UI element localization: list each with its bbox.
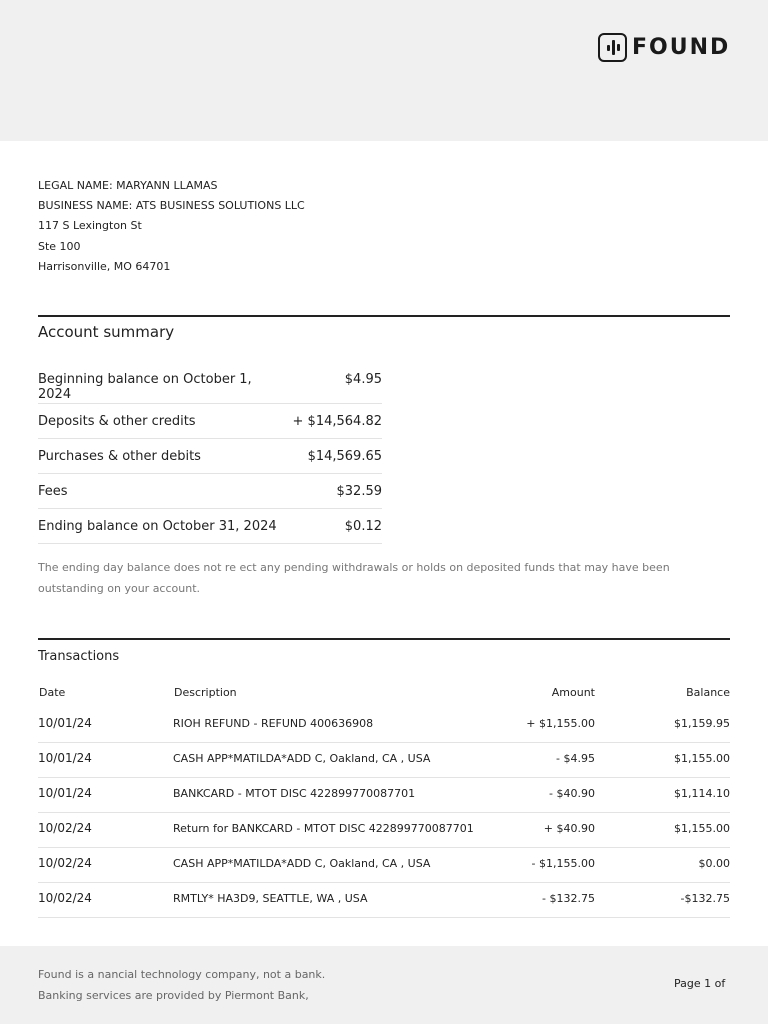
header-band [0,0,768,141]
tx-amount: - $132.75 [542,892,595,905]
col-header-amount: Amount [551,686,595,699]
summary-value: + $14,564.82 [292,414,382,429]
tx-amount: + $40.90 [543,822,595,835]
summary-value: $4.95 [344,372,382,387]
tx-amount: - $1,155.00 [531,857,595,870]
summary-label: Beginning balance on October 1, 2024 [38,372,252,402]
table-row [38,883,730,918]
tx-balance: $0.00 [698,857,730,870]
summary-value: $32.59 [336,484,382,499]
summary-label: Purchases & other debits [38,449,201,464]
business-name: BUSINESS NAME: ATS BUSINESS SOLUTIONS LLC [38,199,305,213]
tx-date: 10/02/24 [38,821,92,835]
street-address: 117 S Lexington St [38,219,142,233]
tx-date: 10/02/24 [38,891,92,905]
table-row [38,778,730,813]
summary-label: Deposits & other credits [38,414,196,429]
tx-date: 10/01/24 [38,786,92,800]
tx-description: CASH APP*MATILDA*ADD C, Oakland, CA , USA [173,857,431,870]
tx-balance: $1,114.10 [674,787,730,800]
city-state-zip: Harrisonville, MO 64701 [38,259,171,273]
summary-value: $0.12 [344,519,382,534]
summary-row-ending-balance [38,509,382,544]
summary-label: Ending balance on October 31, 2024 [38,519,277,534]
brand-logo [598,33,730,62]
tx-description: BANKCARD - MTOT DISC 422899770087701 [173,787,416,800]
tx-balance: $1,155.00 [674,752,730,765]
transactions-table [38,708,730,918]
tx-amount: - $4.95 [556,752,595,765]
footer-line-2: Banking services are provided by Piermont Bank, [38,989,309,1002]
transactions-title: Transactions [38,649,120,664]
tx-description: CASH APP*MATILDA*ADD C, Oakland, CA , USA [173,752,431,765]
account-summary-title: Account summary [38,323,175,341]
tx-amount: - $40.90 [549,787,595,800]
suite: Ste 100 [38,239,81,253]
tx-date: 10/01/24 [38,751,92,765]
col-header-description: Description [174,686,237,699]
summary-divider [38,315,730,317]
transactions-divider [38,638,730,640]
summary-row-purchases [38,439,382,474]
footer-line-1: Found is a nancial technology company, not a bank. [38,968,326,981]
summary-row-fees [38,474,382,509]
col-header-date: Date [39,686,66,699]
table-row [38,813,730,848]
tx-balance: $1,155.00 [674,822,730,835]
summary-row-beginning-balance [38,369,382,404]
summary-label: Fees [38,484,68,499]
summary-row-deposits [38,404,382,439]
tx-description: RIOH REFUND - REFUND 400636908 [173,717,374,730]
tx-balance: -$132.75 [680,892,730,905]
tx-description: RMTLY* HA3D9, SEATTLE, WA , USA [173,892,368,905]
balance-disclaimer: The ending day balance does not re ect any pending withdrawals or holds on deposited funds that may have been outstanding on your account. [38,561,670,595]
page-number: Page 1 of [674,977,726,990]
table-row [38,708,730,743]
tx-date: 10/01/24 [38,716,92,730]
table-row [38,743,730,778]
footer-disclaimer [38,964,325,1006]
summary-value: $14,569.65 [307,449,382,464]
tx-description: Return for BANKCARD - MTOT DISC 422899770087701 [173,822,474,835]
table-row [38,848,730,883]
tx-date: 10/02/24 [38,856,92,870]
logo-text: FOUND [632,35,731,60]
col-header-balance: Balance [686,686,730,699]
found-logo-icon [598,33,627,62]
tx-amount: + $1,155.00 [526,717,595,730]
tx-balance: $1,159.95 [674,717,730,730]
legal-name: LEGAL NAME: MARYANN LLAMAS [38,179,218,192]
account-holder-address [38,176,305,277]
account-summary-table [38,369,382,544]
